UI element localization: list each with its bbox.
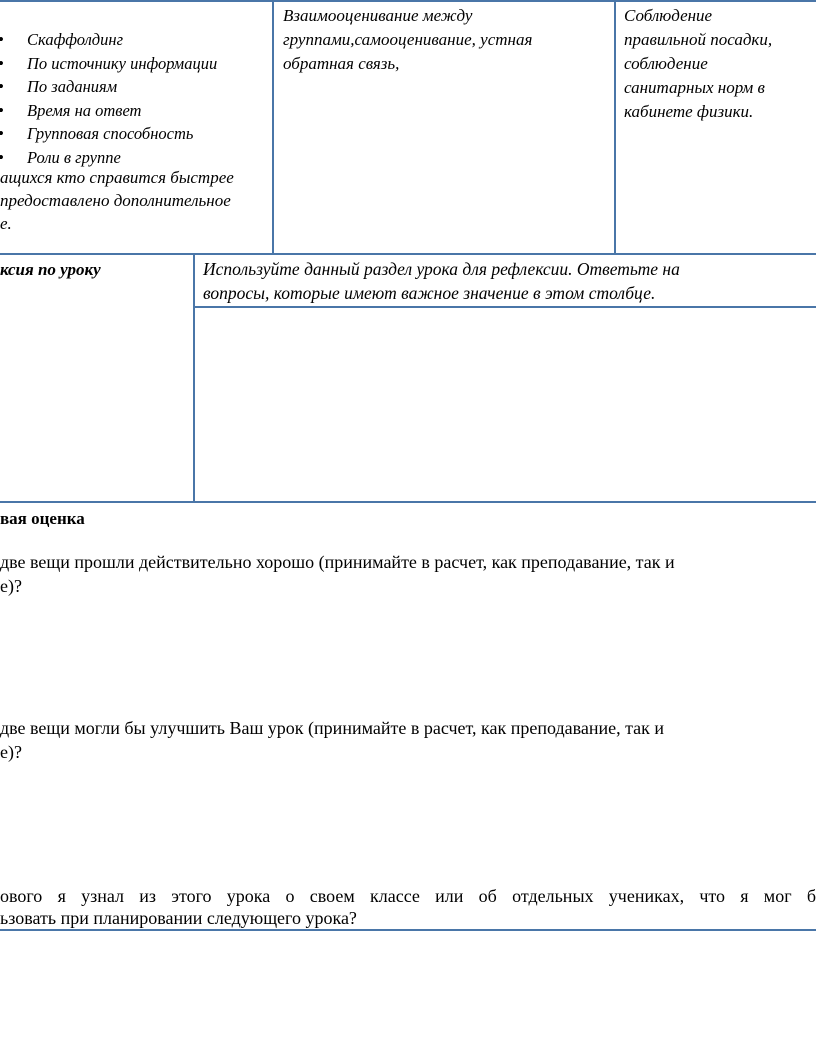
- reflection-inner-divider: [194, 306, 816, 308]
- list-item: • Роли в группе: [0, 146, 217, 170]
- differentiation-note-line: е.: [0, 214, 12, 233]
- col-divider-1: [272, 0, 274, 254]
- differentiation-note-line: предоставлено дополнительное: [0, 191, 231, 210]
- summary-heading: вая оценка: [0, 509, 85, 528]
- differentiation-note-line: ащихся кто справится быстрее: [0, 168, 234, 187]
- row-divider-1: [0, 253, 816, 255]
- safety-text-line: соблюдение: [624, 54, 708, 73]
- reflection-instruction-line: вопросы, которые имеют важное значение в этом столбце.: [203, 283, 656, 303]
- safety-text-line: правильной посадки,: [624, 30, 773, 49]
- question-3-line: ового я узнал из этого урока о своем классе или об отдельных учениках, что я мог б: [0, 886, 816, 906]
- question-3-line: ьзовать при планировании следующего урока?: [0, 908, 357, 928]
- differentiation-list: [0, 28, 217, 169]
- row-divider-2: [0, 501, 816, 503]
- question-1-line: е)?: [0, 576, 22, 596]
- reflection-instruction-line: Используйте данный раздел урока для рефлексии. Ответьте на: [203, 259, 680, 279]
- list-item: • Групповая способность: [0, 122, 217, 146]
- safety-text-line: кабинете физики.: [624, 102, 754, 121]
- safety-text-line: Соблюдение: [624, 6, 713, 25]
- reflection-label: ксия по уроку: [0, 260, 101, 279]
- list-item: • По заданиям: [0, 75, 217, 99]
- table-top-border: [0, 0, 816, 2]
- list-item: • Время на ответ: [0, 99, 217, 123]
- reflection-col-divider: [193, 254, 195, 502]
- assessment-text-line: группами,самооценивание, устная: [283, 30, 533, 49]
- question-2-line: е)?: [0, 742, 22, 762]
- assessment-text-line: Взаимооценивание между: [283, 6, 473, 25]
- question-2-line: две вещи могли бы улучшить Ваш урок (принимайте в расчет, как преподавание, так и: [0, 718, 665, 738]
- safety-text-line: санитарных норм в: [624, 78, 765, 97]
- list-item: • Скаффолдинг: [0, 28, 217, 52]
- list-item: • По источнику информации: [0, 52, 217, 76]
- col-divider-2: [614, 0, 616, 254]
- assessment-text-line: обратная связь,: [283, 54, 400, 73]
- question-1-line: две вещи прошли действительно хорошо (принимайте в расчет, как преподавание, так и: [0, 552, 675, 572]
